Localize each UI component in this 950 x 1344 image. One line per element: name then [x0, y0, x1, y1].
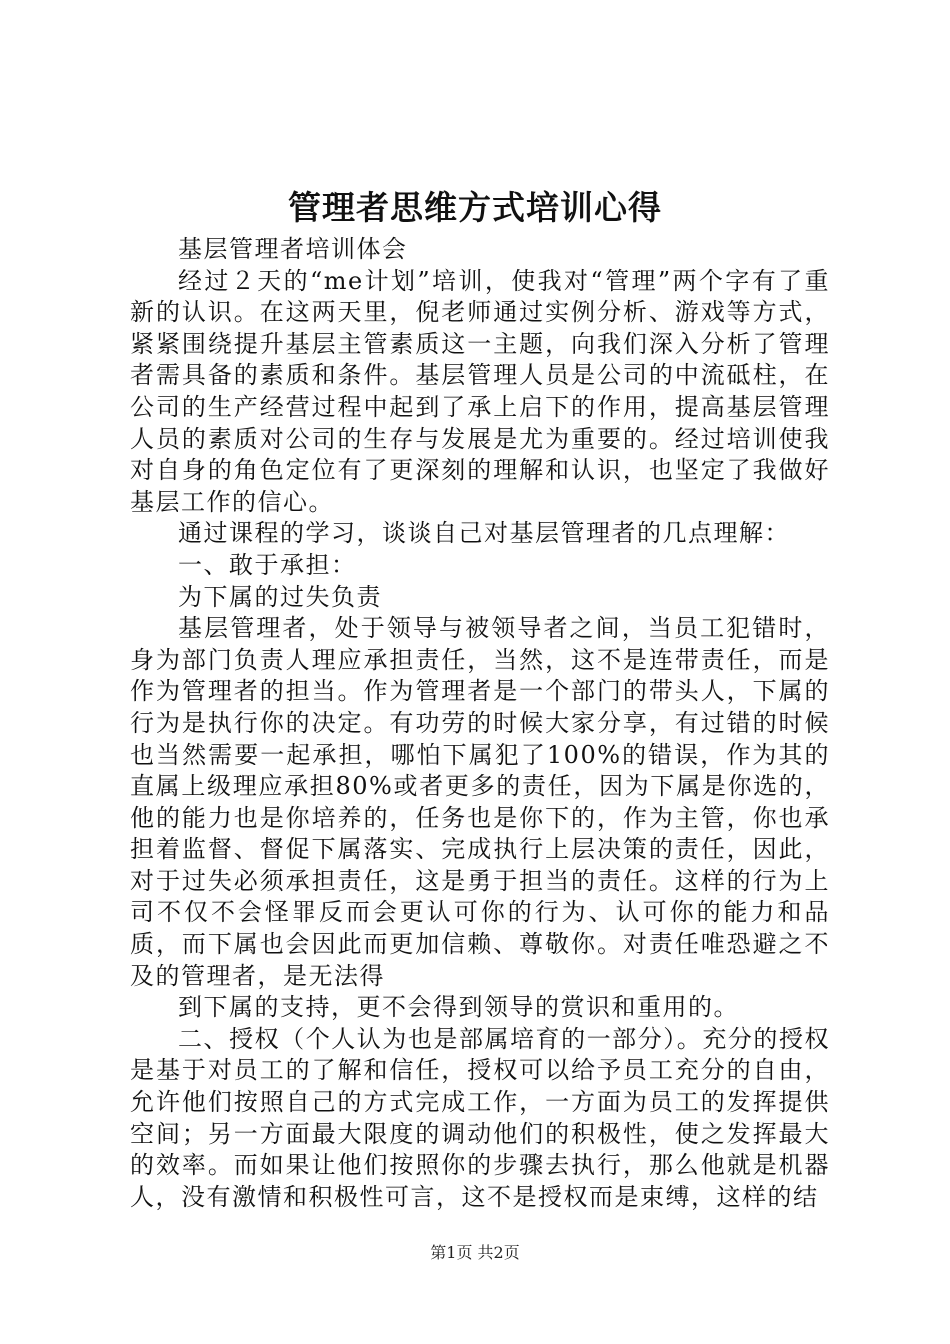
paragraph-subtitle: 基层管理者培训体会 — [178, 235, 408, 263]
page-footer: 第1页 共2页 — [430, 1243, 520, 1262]
paragraph-lead: 通过课程的学习，谈谈自己对基层管理者的几点理解： — [178, 519, 790, 548]
paragraph-section-2: 二、授权（个人认为也是部属培育的一部分）。充分的授权是基于对员工的了解和信任，授权可以给予员工充分的自由，允许他们按照自己的方式完成工作，一方面为员工的发挥提供空间；另一方面最大限度的调动他们的积极性，使之发挥最大的效率。而如果让他们按照你的步骤去执行，那么他就是机器人，没有激情和积极性可言，这不是授权而是束缚，这样的结 — [130, 1024, 830, 1211]
section-heading-1: 一、敢于承担： — [178, 550, 357, 579]
document-body — [130, 234, 830, 1213]
paragraph-section-1: 基层管理者，处于领导与被领导者之间，当员工犯错时，身为部门负责人理应承担责任，当然，这不是连带责任，而是作为管理者的担当。作为管理者是一个部门的带头人，下属的行为是执行你的决定。有功劳的时候大家分享，有过错的时候也当然需要一起承担，哪怕下属犯了100%的错误，作为其的直属上级理应承担80%或者更多的责任，因为下属是你选的，他的能力也是你培养的，任务也是你下的，作为主管，你也承担着监督、督促下属落实、完成执行上层决策的责任，因此，对于过失必须承担责任，这是勇于担当的责任。这样的行为上司不仅不会怪罪反而会更认可你的行为、认可你的能力和品质，而下属也会因此而更加信赖、尊敬你。对责任唯恐避之不及的管理者，是无法得 — [130, 614, 830, 990]
subheading-1: 为下属的过失负责 — [178, 582, 382, 611]
paragraph-intro: 经过２天的“me计划”培训，使我对“管理”两个字有了重新的认识。在这两天里，倪老师通过实例分析、游戏等方式，紧紧围绕提升基层主管素质这一主题，向我们深入分析了管理者需具备的素质和条件。基层管理人员是公司的中流砥柱，在公司的生产经营过程中起到了承上启下的作用，提高基层管理人员的素质对公司的生存与发展是尤为重要的。经过培训使我对自身的角色定位有了更深刻的理解和认识，也坚定了我做好基层工作的信心。 — [130, 266, 830, 516]
paragraph-section-1-cont: 到下属的支持，更不会得到领导的赏识和重用的。 — [178, 993, 739, 1022]
document-title: 管理者思维方式培训心得 — [288, 188, 662, 227]
